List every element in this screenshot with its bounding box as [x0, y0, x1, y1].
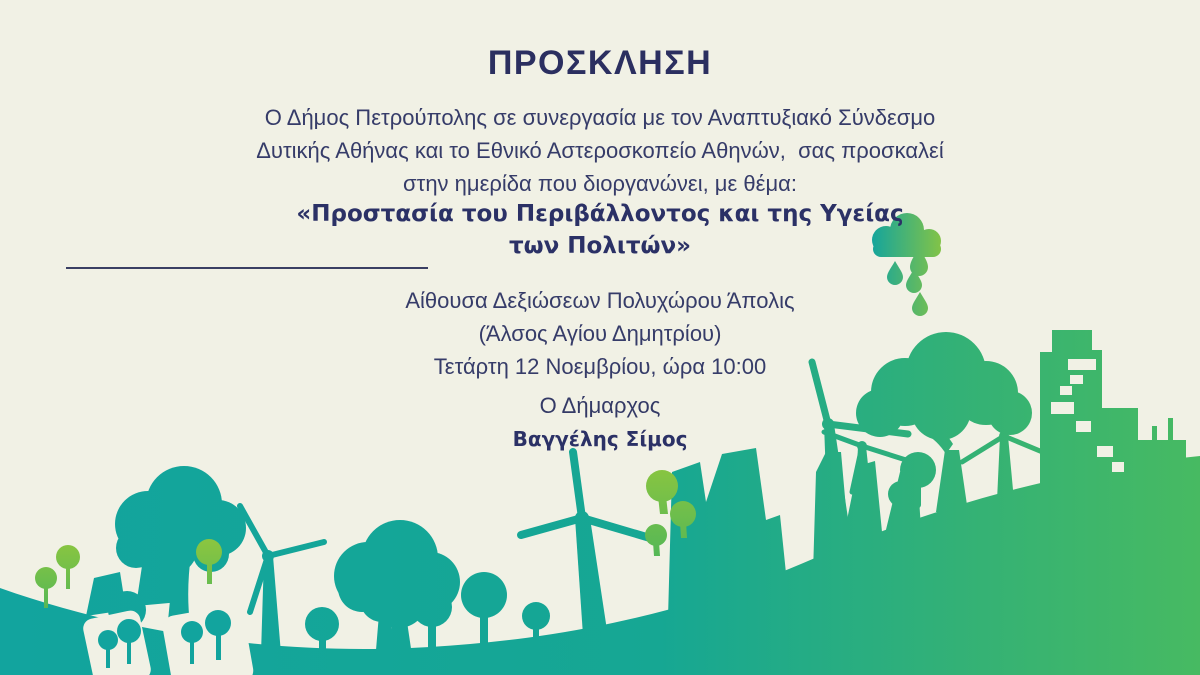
intro-line: Δυτικής Αθήνας και το Εθνικό Αστεροσκοπείο Αθηνών, σας προσκαλεί — [256, 138, 944, 163]
intro-line: Ο Δήμος Πετρούπολης σε συνεργασία με τον Αναπτυξιακό Σύνδεσμο — [264, 105, 936, 130]
venue-line: Αίθουσα Δεξιώσεων Πολυχώρου Άπολις — [405, 288, 795, 313]
divider-line — [66, 267, 428, 269]
signature-role: Ο Δήμαρχος — [539, 393, 661, 418]
intro-line: στην ημερίδα που διοργανώνει, με θέμα: — [403, 171, 797, 196]
event-date-time: Τετάρτη 12 Νοεμβρίου, ώρα 10:00 — [433, 354, 767, 379]
signature-name: Βαγγέλης Σίμος — [512, 427, 688, 451]
event-theme-line: «Προστασία του Περιβάλλοντος και της Υγείας — [296, 201, 904, 227]
venue-line: (Άλσος Αγίου Δημητρίου) — [478, 321, 722, 346]
page-title: ΠΡΟΣΚΛΗΣΗ — [487, 44, 713, 82]
event-theme-line: των Πολιτών» — [508, 233, 692, 259]
